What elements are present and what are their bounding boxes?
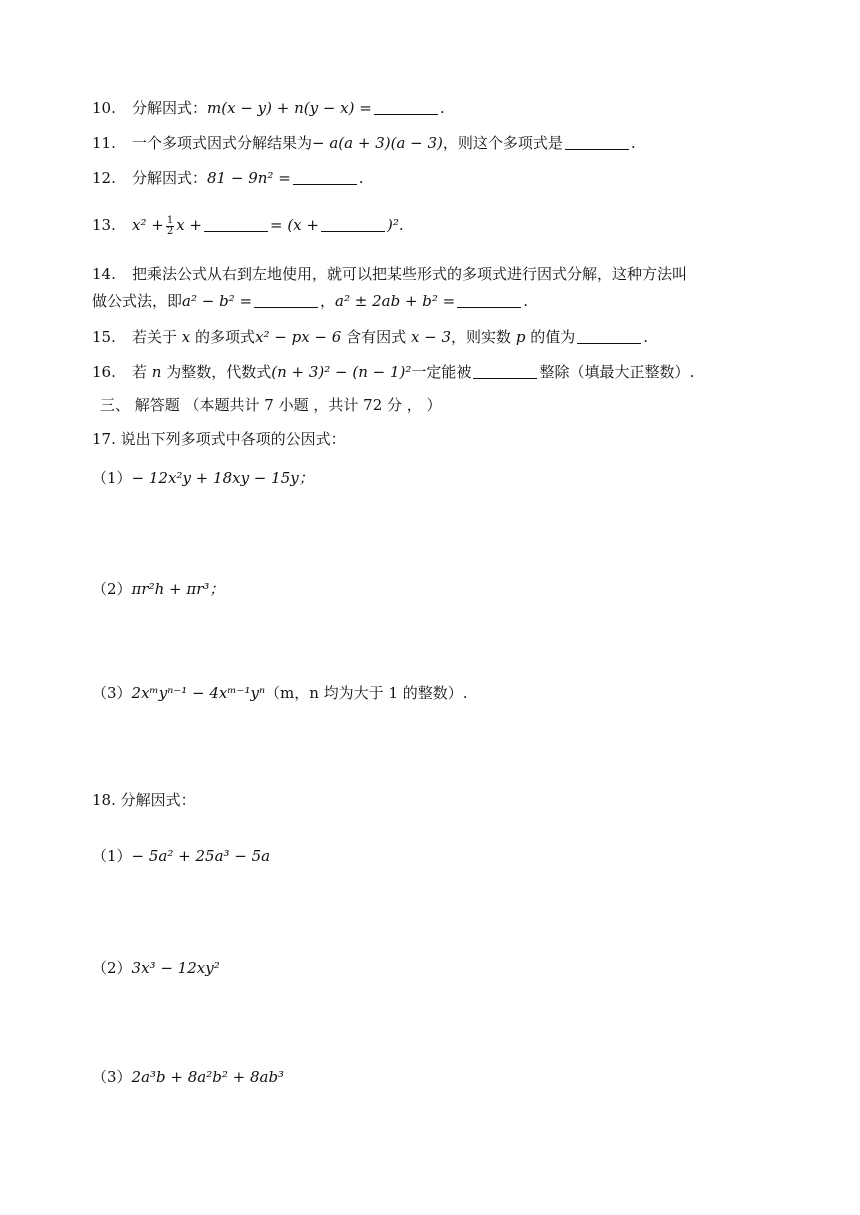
question-suffix: . [643, 328, 649, 346]
item-label: （2） [92, 959, 132, 977]
question-number: 14. [92, 265, 116, 283]
question-18-item-2 [92, 957, 800, 979]
question-17-item-3 [92, 682, 800, 704]
answer-blank[interactable] [204, 215, 268, 232]
question-expression: m(x − y) + n(y − x) = [207, 99, 372, 117]
question-text: 把乘法公式从右到左地使用，就可以把某些形式的多项式进行因式分解，这种方法叫 [132, 265, 688, 283]
question-number: 16. [92, 363, 116, 381]
question-10 [92, 97, 800, 119]
question-number: 11. [92, 134, 116, 152]
expression-part: x + [176, 216, 202, 234]
question-18-item-3 [92, 1066, 800, 1088]
question-text: 整除（填最大正整数）. [539, 363, 695, 381]
item-expression: − 5a² + 25a³ − 5a [131, 847, 271, 865]
question-text: ，则实数 [451, 328, 512, 346]
question-17-item-2 [92, 578, 800, 600]
answer-blank[interactable] [577, 327, 641, 344]
question-number: 15. [92, 328, 116, 346]
item-expression: 2a³b + 8a²b² + 8ab³ [131, 1068, 285, 1086]
question-text: 含有因式 [346, 328, 407, 346]
question-mid: ，则这个多项式是 [442, 134, 563, 152]
answer-blank[interactable] [473, 362, 537, 379]
separator: ， [320, 292, 336, 310]
question-12 [92, 167, 800, 189]
question-15 [92, 326, 800, 348]
expression-part: = (x + [269, 216, 319, 234]
item-label: （3） [92, 1068, 132, 1086]
question-17-item-1 [92, 467, 800, 489]
question-text: 一定能被 [411, 363, 472, 381]
answer-blank[interactable] [374, 98, 438, 115]
question-text: 的值为 [530, 328, 576, 346]
question-number: 10. [92, 99, 116, 117]
question-prefix: 分解因式： [132, 169, 208, 187]
item-label: （1） [92, 469, 132, 487]
fraction [166, 216, 174, 237]
question-text: 的多项式 [195, 328, 256, 346]
question-14-line-2 [92, 290, 800, 312]
answer-blank[interactable] [565, 133, 629, 150]
section-3-header: 三、 解答题 （本题共计 7 小题 ，共计 72 分 ， ） [100, 396, 442, 414]
question-prefix: 一个多项式因式分解结果为 [132, 134, 313, 152]
question-suffix: . [358, 169, 364, 187]
question-number: 12. [92, 169, 116, 187]
question-suffix: . [523, 292, 529, 310]
question-14-line-1 [92, 263, 800, 285]
question-18-item-1 [92, 845, 800, 867]
question-suffix: . [439, 99, 445, 117]
question-text: 为整数，代数式 [166, 363, 272, 381]
item-expression: − 12x²y + 18xy − 15y； [131, 469, 314, 487]
question-expression: 81 − 9n² = [207, 169, 291, 187]
question-prefix: 分解因式： [132, 99, 208, 117]
variable-x: x [181, 328, 191, 346]
question-text: 若 [132, 363, 148, 381]
variable-n: n [151, 363, 162, 381]
item-label: （3） [92, 684, 132, 702]
item-expression: 3x³ − 12xy² [131, 959, 220, 977]
question-text: 做公式法，即 [92, 292, 183, 310]
item-note: （m，n 均为大于 1 的整数）. [265, 684, 468, 702]
question-18-title: 18. 分解因式： [92, 791, 196, 809]
question-13 [92, 214, 800, 237]
question-expression: (n + 3)² − (n − 1)² [271, 363, 412, 381]
item-expression: 2xᵐyⁿ⁻¹ − 4xᵐ⁻¹yⁿ [131, 684, 266, 702]
fraction-numerator: 1 [166, 214, 174, 226]
variable-p: p [515, 328, 526, 346]
question-expression: x − 3 [410, 328, 452, 346]
question-text: 若关于 [132, 328, 178, 346]
expression-part: x² + [132, 216, 164, 234]
answer-blank[interactable] [457, 291, 521, 308]
question-expression: − a(a + 3)(a − 3) [312, 134, 443, 152]
question-suffix: . [630, 134, 636, 152]
question-11 [92, 132, 800, 154]
question-expression: a² − b² = [182, 292, 253, 310]
expression-part: )². [386, 216, 404, 234]
answer-blank[interactable] [321, 215, 385, 232]
fraction-denominator: 2 [166, 225, 174, 237]
item-label: （2） [92, 580, 132, 598]
answer-blank[interactable] [293, 168, 357, 185]
question-number: 13. [92, 216, 116, 234]
question-17-title: 17. 说出下列多项式中各项的公因式： [92, 430, 346, 448]
question-16 [92, 361, 800, 383]
item-label: （1） [92, 847, 132, 865]
question-expression: x² − px − 6 [255, 328, 342, 346]
question-expression: a² ± 2ab + b² = [335, 292, 456, 310]
item-expression: πr²h + πr³； [131, 580, 225, 598]
answer-blank[interactable] [254, 291, 318, 308]
